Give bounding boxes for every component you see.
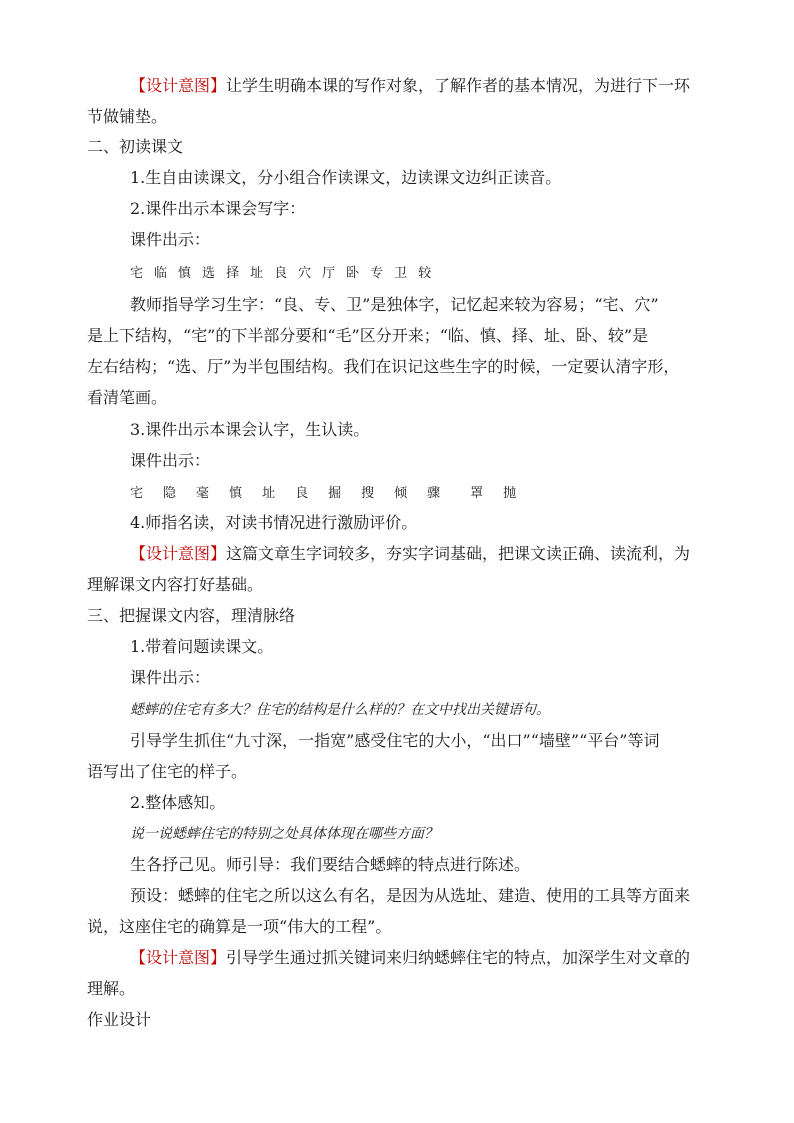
courseware-question: 说一说蟋蟀住宅的特别之处具体体现在哪些方面？ xyxy=(130,826,438,842)
character: 慎 xyxy=(229,486,243,501)
design-intent-2 xyxy=(130,542,690,566)
character: 倾 xyxy=(394,486,408,501)
design-intent-label: 【设计意图】 xyxy=(130,948,227,967)
write-characters xyxy=(130,262,442,286)
character: 骤 xyxy=(427,486,441,501)
paragraph-text: 理解。 xyxy=(87,979,136,998)
paragraph-text: 引导学生通过抓关键词来归纳蟋蟀住宅的特点，加深学生对文章的 xyxy=(226,948,691,967)
character: 隐 xyxy=(163,486,177,501)
design-intent-1 xyxy=(130,74,690,98)
character: 选 xyxy=(202,266,216,281)
character: 址 xyxy=(250,266,264,281)
paragraph-text: 看清笔画。 xyxy=(87,388,168,407)
character: 掘 xyxy=(328,486,342,501)
character: 良 xyxy=(295,486,309,501)
character: 宅 xyxy=(130,266,144,281)
character: 罩 xyxy=(470,486,484,501)
homework-heading: 作业设计 xyxy=(87,1010,152,1029)
character: 宅 xyxy=(130,486,144,501)
character: 临 xyxy=(154,266,168,281)
character: 穴 xyxy=(298,266,312,281)
character: 搜 xyxy=(361,486,375,501)
character: 较 xyxy=(418,266,432,281)
paragraph-text: 节做铺垫。 xyxy=(87,107,168,126)
design-intent-label: 【设计意图】 xyxy=(130,544,227,563)
character: 专 xyxy=(370,266,384,281)
character: 择 xyxy=(226,266,240,281)
character: 毫 xyxy=(196,486,210,501)
list-item: 3.课件出示本课会认字，生认读。 xyxy=(130,420,370,439)
list-item: 1.生自由读课文，分小组合作读课文，边读课文边纠正读音。 xyxy=(130,168,562,187)
list-item: 1.带着问题读课文。 xyxy=(130,637,274,656)
design-intent-3 xyxy=(130,946,690,970)
list-item: 2.整体感知。 xyxy=(130,793,226,812)
list-item: 4.师指名读，对读书情况进行激励评价。 xyxy=(130,513,418,532)
paragraph-text: 语写出了住宅的样子。 xyxy=(87,762,248,781)
paragraph-text: 教师指导学习生字：“良、专、卫”是独体字，记忆起来较为容易；“宅、穴” xyxy=(130,295,659,314)
character: 卧 xyxy=(346,266,360,281)
section-heading-3: 三、把握课文内容，理清脉络 xyxy=(87,606,296,625)
character: 厅 xyxy=(322,266,336,281)
paragraph-text: 生各抒己见。师引导：我们要结合蟋蟀的特点进行陈述。 xyxy=(130,855,531,874)
read-characters xyxy=(130,482,536,506)
courseware-label: 课件出示： xyxy=(130,230,211,249)
paragraph-text: 理解课文内容打好基础。 xyxy=(87,575,264,594)
courseware-question: 蟋蟀的住宅有多大？住宅的结构是什么样的？在文中找出关键语句。 xyxy=(130,702,550,718)
paragraph-text: 预设：蟋蟀的住宅之所以这么有名，是因为从选址、建造、使用的工具等方面来 xyxy=(130,886,691,905)
character: 抛 xyxy=(503,486,517,501)
paragraph-text: 让学生明确本课的写作对象，了解作者的基本情况，为进行下一环 xyxy=(226,76,691,95)
list-item: 2.课件出示本课会写字： xyxy=(130,199,306,218)
courseware-label: 课件出示： xyxy=(130,451,211,470)
character: 慎 xyxy=(178,266,192,281)
paragraph-text: 引导学生抓住“九寸深，一指宽”感受住宅的大小，“出口”“墙壁”“平台”等词 xyxy=(130,731,660,750)
character: 址 xyxy=(262,486,276,501)
paragraph-text: 说，这座住宅的确算是一项“伟大的工程”。 xyxy=(87,917,392,936)
courseware-label: 课件出示： xyxy=(130,668,211,687)
paragraph-text: 左右结构；“选、厅”为半包围结构。我们在识记这些生字的时候，一定要认清字形， xyxy=(87,357,680,376)
section-heading-2: 二、初读课文 xyxy=(87,137,184,156)
character: 卫 xyxy=(394,266,408,281)
character: 良 xyxy=(274,266,288,281)
paragraph-text: 是上下结构，“宅”的下半部分要和“毛”区分开来；“临、慎、择、址、卧、较”是 xyxy=(87,326,649,345)
paragraph-text: 这篇文章生字词较多，夯实字词基础，把课文读正确、读流利，为 xyxy=(226,544,691,563)
design-intent-label: 【设计意图】 xyxy=(130,76,227,95)
